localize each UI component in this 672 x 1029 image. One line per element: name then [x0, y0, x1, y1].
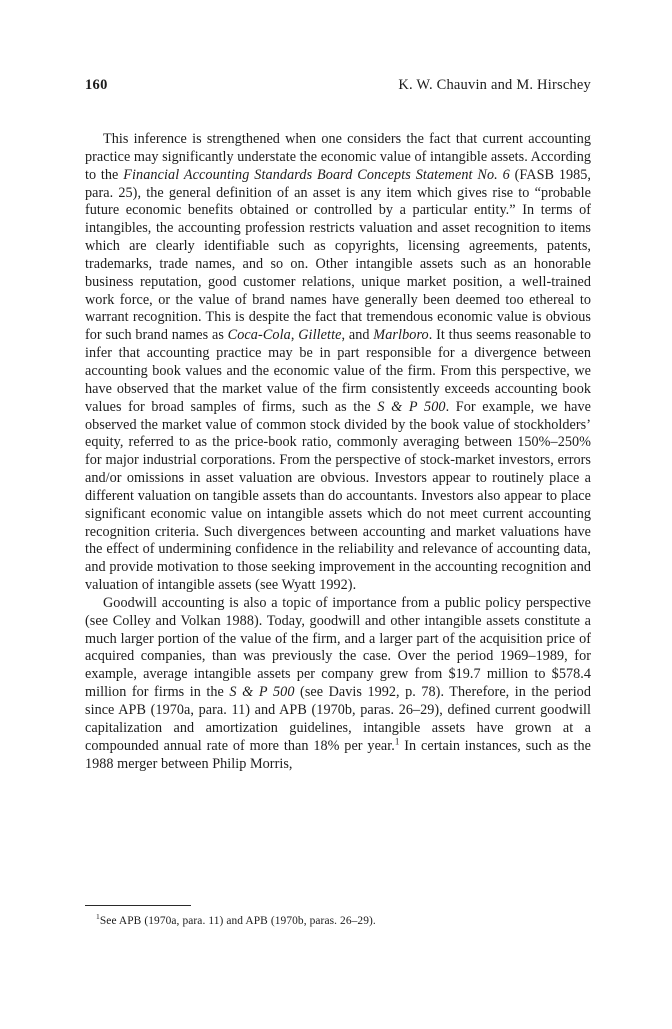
- paragraph: [85, 595, 591, 773]
- text-run: (see Davis 1992, p. 78). Therefore, in the period since APB (1970a, para. 11) and APB (1970b, paras. 26–29), defined current goodwill capitalization and amortization guidelines, intangible assets have grown at a compounded annual rate of more than 18% per year.: [85, 684, 591, 754]
- running-head: K. W. Chauvin and M. Hirschey: [398, 77, 591, 93]
- footnote: [85, 914, 591, 928]
- text-run: ,: [290, 327, 299, 344]
- page-number: 160: [85, 77, 108, 93]
- text-run: , and: [341, 327, 374, 344]
- page-header: [85, 77, 591, 94]
- text-run: . It thus seems reasonable to infer that accounting practice may be in part responsible for a divergence between accounting book values and the economic value of the firm. From this perspective, we have observed that the market value of the firm consistently exceeds accounting book values for broad samples of firms, such as the: [85, 327, 591, 415]
- italic-text: S & P 500: [229, 684, 295, 701]
- italic-text: Coca-Cola: [227, 327, 291, 344]
- text-run: (FASB 1985, para. 25), the general definition of an asset is any item which gives rise to “probable future economic benefits obtained or controlled by a particular entity.” In terms of intangibles, the accounting profession restricts valuation and asset recognition to items which are clearly identifiable such as copyrights, licensing agreements, patents, trademarks, trade names, and so on. Other intangible assets such as an honorable business reputation, good customer relations, unique market position, a well-trained work force, or the value of brand names have generally been deemed too ethereal to warrant recognition. This is despite the fact that tremendous economic value is obvious for such brand names as: [85, 166, 592, 344]
- italic-text: Marlboro: [373, 327, 429, 344]
- text-run: In certain instances, such as the 1988 merger between Philip Morris,: [85, 737, 591, 772]
- text-run: This inference is strengthened when one considers the fact that current accounting practice may significantly understate the economic value of intangible assets. According to the: [85, 131, 591, 183]
- footnote-text: See APB (1970a, para. 11) and APB (1970b, paras. 26–29).: [99, 915, 376, 927]
- body-text: [85, 131, 591, 773]
- italic-text: Gillette: [298, 327, 342, 344]
- italic-text: S & P 500: [377, 398, 446, 415]
- text-run: . For example, we have observed the market value of common stock divided by the book value of stockholders’ equity, referred to as the price-book ratio, commonly averaging between 150%–250% for major industrial corporations. From the perspective of stock-market investors, errors and/or omissions in asset valuation are obvious. Investors appear to routinely place a different valuation on tangible assets than do accountants. Investors also appear to place significant economic value on intangible assets which do not meet current accounting recognition criteria. Such divergences between accounting and market valuations have the effect of undermining confidence in the reliability and relevance of accounting data, and provide motivation to those seeking improvement in the accounting recognition and valuation of intangible assets (see Wyatt 1992).: [85, 398, 591, 594]
- text-run: Goodwill accounting is also a topic of importance from a public policy perspective (see Colley and Volkan 1988). Today, goodwill and other intangible assets constitute a much larger portion of the value of the firm, and a larger part of the acquisition price of acquired companies, than was previously the case. Over the period 1969–1989, for example, average intangible assets per company grew from $19.7 million to $578.4 million for firms in the: [85, 594, 591, 701]
- paragraph: [85, 131, 591, 595]
- footnote-area: [85, 905, 591, 928]
- italic-text: Financial Accounting Standards Board Concepts Statement No. 6: [123, 166, 510, 183]
- footnote-reference: 1: [394, 735, 400, 746]
- footnote-rule: [85, 905, 191, 906]
- footnote-marker: 1: [96, 912, 100, 922]
